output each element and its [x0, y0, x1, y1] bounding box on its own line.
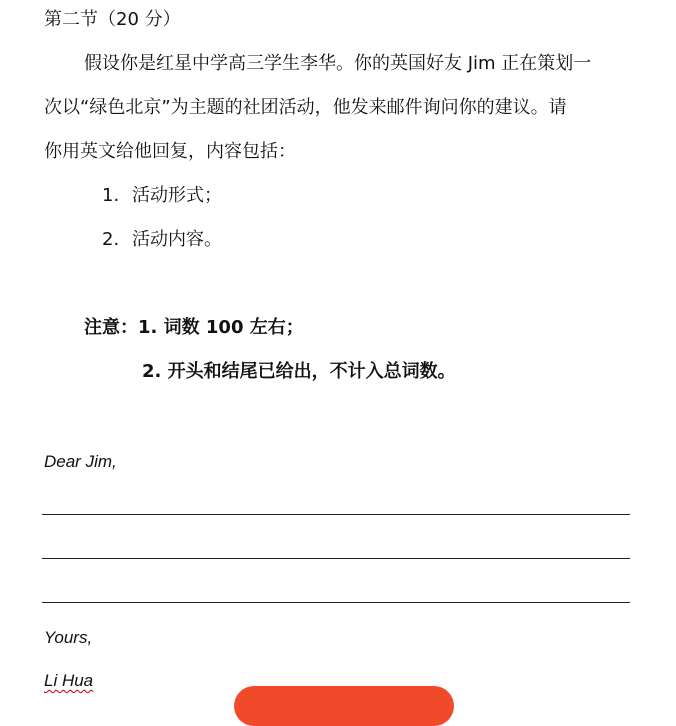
answer-line-1	[42, 514, 630, 515]
section-title: 第二节（20 分）	[44, 9, 181, 30]
answer-line-2	[42, 558, 630, 559]
note-opening-closing: 2. 开头和结尾已给出，不计入总词数。	[142, 361, 456, 382]
prompt-line-2: 次以“绿色北京”为主题的社团活动，他发来邮件询问你的建议。请	[44, 97, 567, 118]
list-item-number: 2.	[102, 229, 120, 250]
list-item-text: 活动形式；	[132, 185, 222, 206]
list-item-text: 活动内容。	[132, 229, 222, 250]
answer-line-3	[42, 602, 630, 603]
list-item-1	[102, 184, 222, 208]
letter-greeting: Dear Jim,	[44, 452, 117, 471]
prompt-line-1: 假设你是红星中学高三学生李华。你的英国好友 Jim 正在策划一	[84, 53, 592, 74]
floating-action-button[interactable]	[234, 686, 454, 726]
list-item-number: 1.	[102, 185, 120, 206]
note-word-count: 注意：1. 词数 100 左右；	[84, 317, 304, 338]
list-item-2	[102, 228, 222, 252]
letter-closing: Yours,	[44, 628, 93, 647]
prompt-line-3: 你用英文给他回复，内容包括：	[44, 141, 296, 162]
letter-signature: Li Hua	[44, 671, 94, 690]
